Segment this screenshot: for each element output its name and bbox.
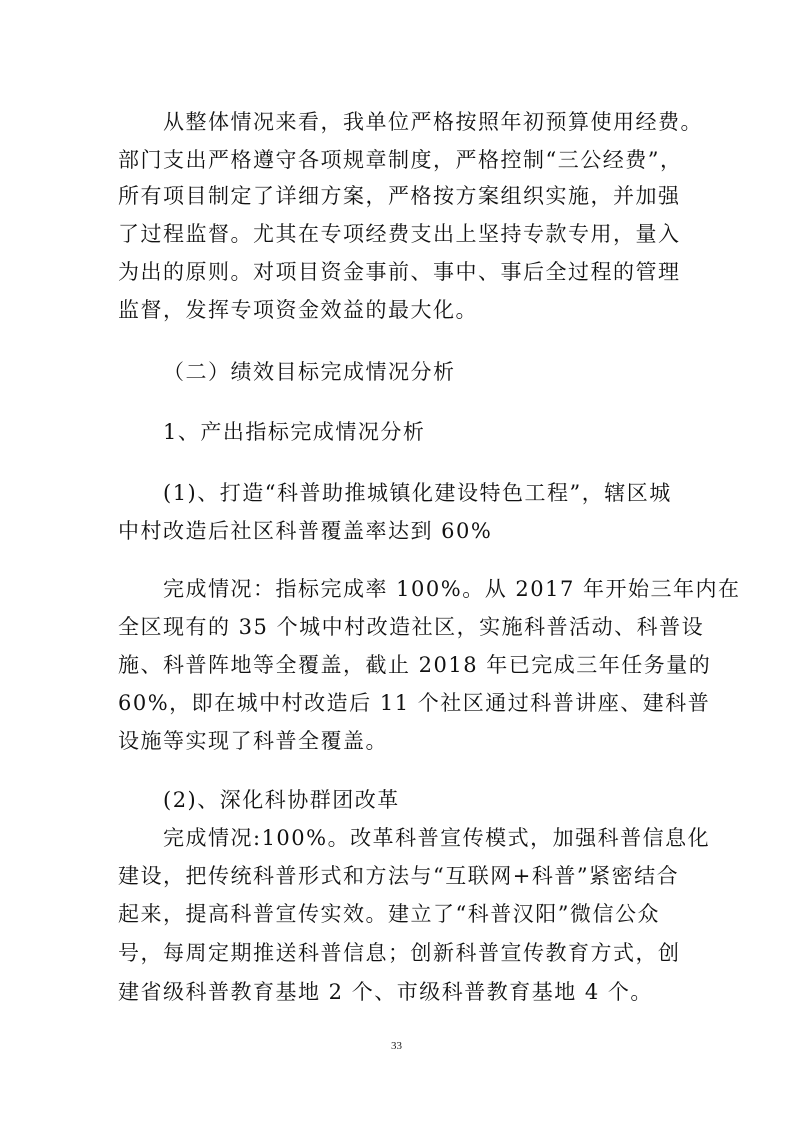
item-2-result-line: 号，每周定期推送科普信息；创新科普宣传教育方式，创 (118, 941, 681, 965)
paragraph-overview-line: 监督，发挥专项资金效益的最大化。 (118, 298, 478, 322)
paragraph-overview-line: 所有项目制定了详细方案，严格按方案组织实施，并加强 (118, 184, 681, 208)
paragraph-overview-line: 从整体情况来看，我单位严格按照年初预算使用经费。 (163, 110, 703, 134)
item-1-title-line: (1)、打造“科普助推城镇化建设特色工程”，辖区城 (163, 481, 672, 505)
item-1-result-line: 完成情况：指标完成率 100%。从 2017 年开始三年内在 (163, 577, 741, 601)
paragraph-overview-line: 为出的原则。对项目资金事前、事中、事后全过程的管理 (118, 260, 681, 284)
item-2-result-line: 完成情况:100%。改革科普宣传模式，加强科普信息化 (163, 826, 711, 850)
item-2-title: (2)、深化科协群团改革 (163, 788, 400, 812)
item-1-result-line: 设施等实现了科普全覆盖。 (118, 729, 388, 753)
section-heading: （二）绩效目标完成情况分析 (163, 360, 456, 384)
paragraph-overview-line: 部门支出严格遵守各项规章制度，严格控制“三公经费”， (118, 148, 683, 172)
item-2-result-line: 建省级科普教育基地 2 个、市级科普教育基地 4 个。 (118, 980, 653, 1004)
item-2-result-line: 建设，把传统科普形式和方法与“互联网+科普”紧密结合 (118, 864, 680, 888)
item-1-result-line: 60%，即在城中村改造后 11 个社区通过科普讲座、建科普 (118, 691, 711, 715)
item-1-title-line: 中村改造后社区科普覆盖率达到 60% (118, 519, 493, 543)
item-1-result-line: 施、科普阵地等全覆盖，截止 2018 年已完成三年任务量的 (118, 653, 712, 677)
page-number: 33 (391, 1040, 402, 1052)
item-1-result-line: 全区现有的 35 个城中村改造社区，实施科普活动、科普设 (118, 615, 705, 639)
item-2-result-line: 起来，提高科普宣传实效。建立了“科普汉阳”微信公众 (118, 902, 660, 926)
subsection-heading: 1、产出指标完成情况分析 (163, 420, 426, 444)
paragraph-overview-line: 了过程监督。尤其在专项经费支出上坚持专款专用，量入 (118, 222, 681, 246)
